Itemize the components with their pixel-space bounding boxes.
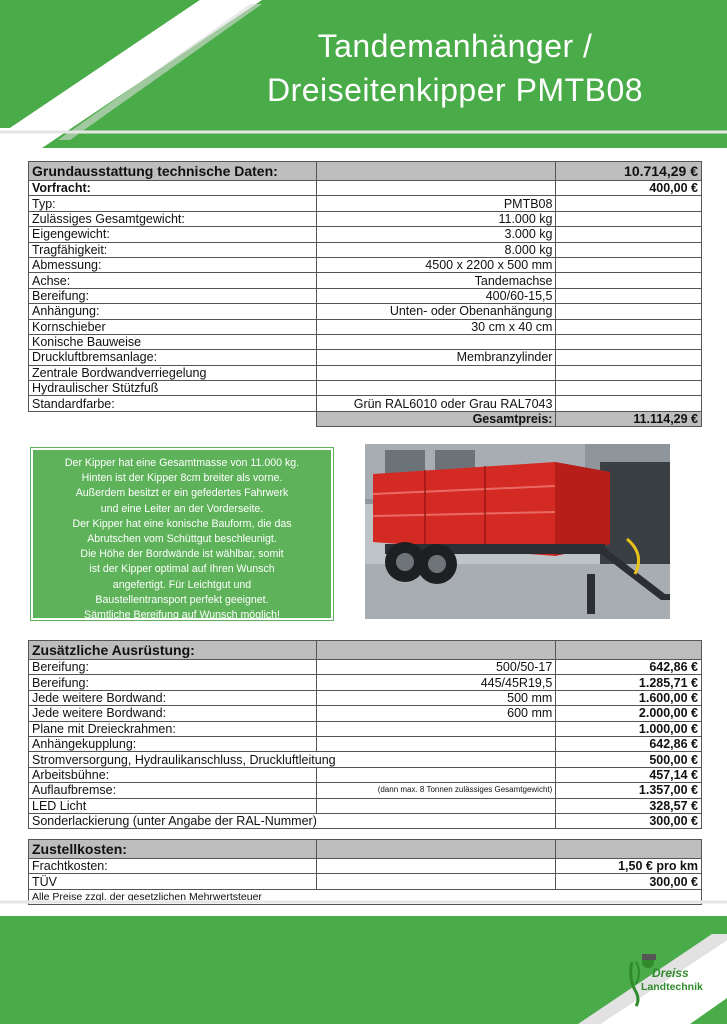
table-row: Bereifung: 400/60-15,5 [29, 288, 702, 303]
extras-table [28, 640, 702, 829]
table-row: Druckluftbremsanlage: Membranzylinder [29, 350, 702, 365]
table-row: Auflaufbremse: (dann max. 8 Tonnen zulässiges Gesamtgewicht) 1.357,00 € [29, 783, 702, 798]
basic-equipment-table [28, 161, 702, 427]
description-line: Hinten ist der Kipper 8cm breiter als vorne. [81, 472, 283, 485]
table-row: LED Licht 328,57 € [29, 798, 702, 813]
table-row: Typ: PMTB08 [29, 196, 702, 211]
description-line: Die Höhe der Bordwände ist wählbar, somit [80, 548, 284, 561]
table-header-row [29, 641, 702, 660]
header-banner [0, 0, 727, 150]
logo-name: Dreiss [652, 966, 689, 980]
basic-header-label: Grundausstattung technische Daten: [29, 162, 317, 181]
title-line-2: Dreiseitenkipper PMTB08 [266, 72, 644, 108]
table-row: Kornschieber 30 cm x 40 cm [29, 319, 702, 334]
freight-label: Vorfracht: [29, 181, 317, 196]
table-row: Anhängung: Unten- oder Obenanhängung [29, 304, 702, 319]
total-price: 11.114,29 € [556, 411, 702, 426]
table-row: Hydraulischer Stützfuß [29, 381, 702, 396]
table-header-row [29, 840, 702, 859]
table-row: Anhängekupplung: 642,86 € [29, 736, 702, 751]
table-row: Frachtkosten: 1,50 € pro km [29, 859, 702, 874]
basic-header-price: 10.714,29 € [556, 162, 702, 181]
description-line: Sämtliche Bereifung auf Wunsch möglich! [84, 609, 280, 622]
description-line: ist der Kipper optimal auf Ihren Wunsch [89, 563, 275, 576]
table-row: Zulässiges Gesamtgewicht: 11.000 kg [29, 211, 702, 226]
table-row: Bereifung: 445/45R19,5 1.285,71 € [29, 675, 702, 690]
freight-row [29, 181, 702, 196]
description-line: Der Kipper hat eine Gesamtmasse von 11.000 kg. [64, 457, 300, 469]
freight-price: 400,00 € [556, 181, 702, 196]
table-row: Stromversorgung, Hydraulikanschluss, Druckluftleitung 500,00 € [29, 752, 702, 767]
table-row: Standardfarbe: Grün RAL6010 oder Grau RAL7043 [29, 396, 702, 411]
table-row: Zentrale Bordwandverriegelung [29, 365, 702, 380]
table-row: Jede weitere Bordwand: 600 mm 2.000,00 € [29, 706, 702, 721]
table-row: Achse: Tandemachse [29, 273, 702, 288]
trailer-photo [365, 444, 670, 619]
logo-subtitle: Landtechnik [641, 981, 703, 993]
page-title [205, 24, 705, 112]
footer-background [0, 880, 727, 1024]
table-row: Eigengewicht: 3.000 kg [29, 227, 702, 242]
table-row: Bereifung: 500/50-17 642,86 € [29, 660, 702, 675]
description-box [31, 448, 333, 620]
table-row: Abmessung: 4500 x 2200 x 500 mm [29, 257, 702, 272]
extras-header-label: Zusätzliche Ausrüstung: [29, 641, 317, 660]
table-row: Sonderlackierung (unter Angabe der RAL-Nummer) 300,00 € [29, 813, 702, 828]
vat-note: Alle Preise zzgl. der gesetzlichen Mehrwertsteuer [29, 889, 702, 904]
table-row: Konische Bauweise [29, 334, 702, 349]
footer-banner [0, 880, 727, 1024]
description-line: Abrutschen vom Schüttgut beschleunigt. [87, 533, 277, 546]
total-label: Gesamtpreis: [316, 411, 556, 426]
table-row: TÜV 300,00 € [29, 874, 702, 889]
table-row: Tragfähigkeit: 8.000 kg [29, 242, 702, 257]
description-line: angefertigt. Für Leichtgut und [112, 578, 252, 591]
trailer-illustration [365, 444, 670, 619]
description-line: und eine Leiter an der Vorderseite. [100, 502, 264, 515]
total-row [29, 411, 702, 426]
table-row: Jede weitere Bordwand: 500 mm 1.600,00 € [29, 690, 702, 705]
table-header-row [29, 162, 702, 181]
delivery-header-label: Zustellkosten: [29, 840, 317, 859]
description-line: Der Kipper hat eine konische Bauform, die das [72, 517, 292, 530]
description-line: Außerdem besitzt er ein gefedertes Fahrwerk [75, 487, 289, 500]
table-row: Plane mit Dreieckrahmen: 1.000,00 € [29, 721, 702, 736]
table-row: Arbeitsbühne: 457,14 € [29, 767, 702, 782]
description-line: Baustellentransport perfekt geeignet. [95, 593, 269, 606]
title-line-1: Tandemanhänger / [317, 28, 593, 64]
